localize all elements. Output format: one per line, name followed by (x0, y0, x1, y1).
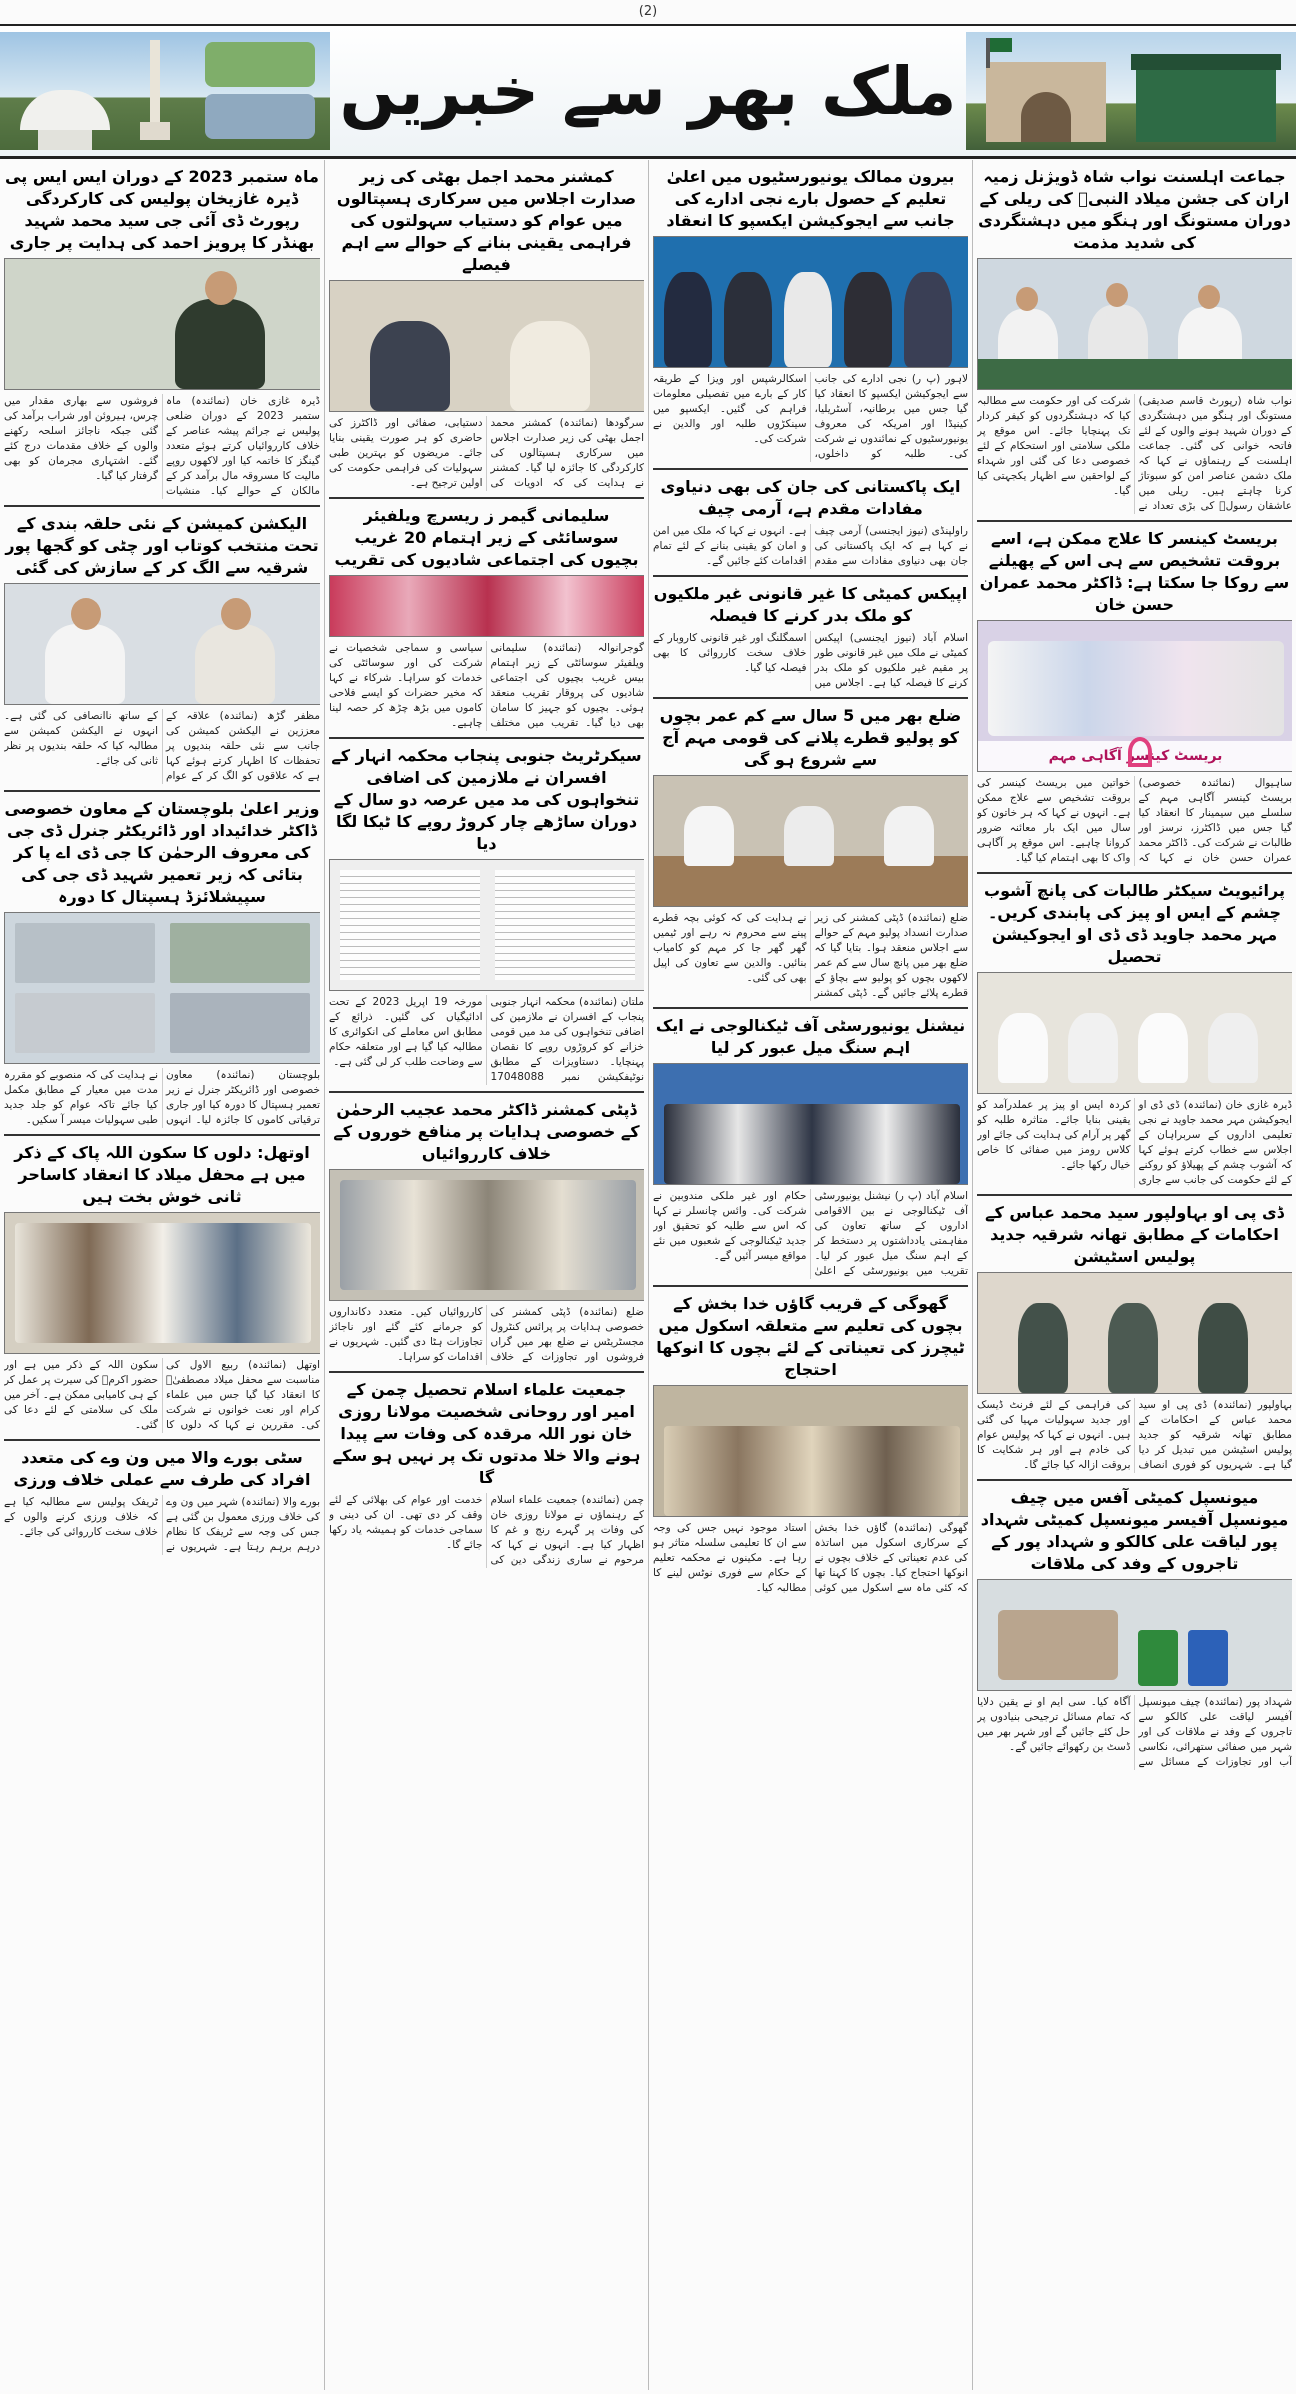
headline: نیشنل یونیورسٹی آف ٹیکنالوجی نے ایک اہم سنگ میل عبور کر لیا (655, 1016, 966, 1057)
article-body: اسلام آباد (نیوز ایجنسی) اپیکس کمیٹی نے ملک میں غیر قانونی طور پر مقیم غیر ملکیوں کو ملک بدر کرنے کا فیصلہ کیا ہے۔ اجلاس میں اسمگلنگ اور غیر قانونی کاروبار کے خلاف سخت کارروائی کا بھی فیصلہ کیا گیا۔ (653, 632, 968, 689)
article-one-way-violation (4, 1441, 320, 1561)
headline: ایک پاکستانی کی جان کی بھی دنیاوی مفادات مقدم ہے، آرمی چیف (660, 477, 961, 518)
headline: ڈپٹی کمشنر ڈاکٹر محمد عجیب الرحمٰن کے خصوصی ہدایات پر منافع خوروں کے خلاف کارروائیاں (333, 1100, 640, 1163)
article-body: ضلع (نمائندہ) ڈپٹی کمشنر کی خصوصی ہدایات پر پرائس کنٹرول مجسٹریٹس نے ضلع بھر میں گراں فروشوں اور تجاوزات کے خلاف کارروائیاں کیں۔ متعدد دکانداروں کو جرمانے کئے گئے اور ناجائز تجاوزات ہٹا دی گئیں۔ شہریوں نے اقدامات کو سراہا۔ (329, 1306, 644, 1363)
article-delimitation (4, 507, 320, 792)
photo-commissioner-meeting (329, 280, 644, 412)
headline: کمشنر محمد اجمل بھٹی کی زیر صدارت اجلاس میں سرکاری ہسپتالوں میں عوام کو دستیاب سہولتوں کی فراہمی یقینی بنانے کے حوالے سے اہم فیصلے (336, 167, 637, 274)
article-eye-flu-sop (977, 874, 1292, 1196)
pink-ribbon-icon (1128, 737, 1152, 767)
headline: بیرون ممالک یونیورسٹیوں میں اعلیٰ تعلیم کے حصول بارے نجی ادارے کی جانب سے ایجوکیشن ایکسپو کا انعقاد (666, 167, 955, 230)
article-milad-gathering (4, 1136, 320, 1441)
article-body: شہداد پور (نمائندہ) چیف میونسپل آفیسر لیاقت علی کالکو سے تاجروں کے وفد نے ملاقات کی اور شہر میں صفائی ستھرائی، نکاسی آب اور تجاوزات کے مسائل سے آگاہ کیا۔ سی ایم او نے یقین دلایا کہ تمام مسائل ترجیحی بنیادوں پر حل کئے جائیں گے اور شہر بھر میں ڈسٹ بن رکھوائے جائیں گے۔ (977, 1696, 1292, 1768)
masthead-banner (0, 24, 1296, 159)
article-body: نواب شاہ (رپورٹ قاسم صدیقی) مستونگ اور ہنگو میں دہشتگردی کے دوران شہید ہونے والوں کے لئے فاتحہ خوانی کی گئی۔ جماعت اہلسنت کے رہنماؤں نے کہا کہ ملک دشمن عناصر امن کو سبوتاژ کرنا چاہتے ہیں۔ ریلی میں عاشقان رسولؐ کی بڑی تعداد نے شرکت کی اور حکومت سے مطالبہ کیا کہ دہشتگردوں کو کیفر کردار تک پہنچایا جائے۔ اس موقع پر ملکی سلامتی اور استحکام کے لئے خصوصی دعا کی گئی اور شہداء کے لواحقین سے اظہار یکجہتی کیا گیا۔ (977, 395, 1292, 512)
photo-police-officers (977, 1272, 1292, 1394)
article-body: سرگودھا (نمائندہ) کمشنر محمد اجمل بھٹی کی زیر صدارت اجلاس میں سرکاری ہسپتالوں کی کارکردگی کا جائزہ لیا گیا۔ کمشنر نے ہدایت کی کہ ادویات کی دستیابی، صفائی اور ڈاکٹرز کی حاضری کو ہر صورت یقینی بنایا جائے۔ مریضوں کو بہترین طبی سہولیات کی فراہمی حکومت کی اولین ترجیح ہے۔ (329, 417, 644, 489)
article-mass-weddings (329, 499, 644, 739)
headline: اوتھل: دلوں کا سکون اللہ پاک کے ذکر میں ہے محفل میلاد کا انعقاد کاساحر ثانی خوش بخت ہیں (14, 1143, 310, 1206)
article-army-chief (653, 470, 968, 577)
headline: جمعیت علماء اسلام تحصیل چمن کے امیر اور روحانی شخصیت مولانا روزی خان نور اللہ مرقدہ کی وفات سے پیدا ہونے والا خلا مدتوں تک پر نہیں ہو سکے گا (332, 1380, 641, 1487)
article-breast-cancer (977, 522, 1292, 874)
article-hospital-visit (4, 792, 320, 1136)
photo-education-meeting (977, 972, 1292, 1094)
article-body: بلوچستان (نمائندہ) معاون خصوصی اور ڈائریکٹر جنرل نے زیر تعمیر ہسپتال کا دورہ کیا اور جاری ترقیاتی کاموں کا جائزہ لیا۔ انہوں نے ہدایت کی کہ منصوبے کو مقررہ مدت میں معیار کے مطابق مکمل کیا جائے تاکہ عوام کو جلد جدید طبی سہولیات میسر آ سکیں۔ (4, 1069, 320, 1126)
article-university-milestone (653, 1009, 968, 1287)
article-irrigation-salaries (329, 739, 644, 1093)
masthead-title: ملک بھر سے خبریں (339, 52, 957, 130)
photo-municipal-office (977, 1579, 1292, 1691)
article-body: ضلع (نمائندہ) ڈپٹی کمشنر کی زیر صدارت انسداد پولیو مہم کے حوالے سے اجلاس منعقد ہوا۔ بتایا گیا کہ ضلع بھر میں پانچ سال سے کم عمر لاکھوں بچوں کو پولیو سے بچاؤ کے قطرے پلائے جائیں گے۔ ڈپٹی کمشنر نے ہدایت کی کہ کوئی بچہ قطرے پینے سے محروم نہ رہے اور ٹیمیں گھر گھر جا کر مہم کو کامیاب بنائیں۔ والدین سے تعاون کی اپیل بھی کی گئی۔ (653, 912, 968, 999)
headline: سیکرٹریٹ جنوبی پنجاب محکمہ انہار کے افسران نے ملازمین کی اضافی تنخواہوں کی مد میں عرصہ دو سال کے دوران ساڑھے چار کروڑ روپے کا ٹیکا لگا دیا (331, 746, 642, 853)
article-body: اسلام آباد (پ ر) نیشنل یونیورسٹی آف ٹیکنالوجی نے بین الاقوامی اداروں کے ساتھ تعاون کی مفاہمتی یادداشتوں پر دستخط کر کے اہم سنگ میل عبور کر لیا۔ تقریب میں یونیورسٹی کے اعلیٰ حکام اور غیر ملکی مندوبین نے شرکت کی۔ وائس چانسلر نے کہا کہ اس سے طلبہ کو تحقیق اور جدید ٹیکنالوجی کے شعبوں میں نئے مواقع میسر آئیں گے۔ (653, 1190, 968, 1277)
article-milad-rally (977, 160, 1292, 522)
photo-police-officer (4, 258, 320, 390)
khyber-gate-and-building-icon (966, 32, 1296, 150)
photo-caption: بریسٹ کینسر آگاہی مہم (978, 741, 1292, 771)
photo-two-men (4, 583, 320, 705)
article-body: گھوگی (نمائندہ) گاؤں خدا بخش کے سرکاری اسکول میں اساتذہ کی عدم تعیناتی کے خلاف بچوں نے انوکھا احتجاج کیا۔ بچوں کا کہنا تھا کہ کئی ماہ سے اسکول میں کوئی استاد موجود نہیں جس کی وجہ سے ان کا تعلیمی سلسلہ متاثر ہو رہا ہے۔ مکینوں نے محکمہ تعلیم کے حکام سے فوری نوٹس لینے کا مطالبہ کیا۔ (653, 1522, 968, 1594)
photo-polio-meeting (653, 775, 968, 907)
article-body: بہاولپور (نمائندہ) ڈی پی او سید محمد عباس کے احکامات کے مطابق تھانہ شرقیہ کو جدید پولیس اسٹیشن میں تبدیل کر دیا گیا ہے۔ شہریوں کو فوری انصاف کی فراہمی کے لئے فرنٹ ڈیسک اور جدید سہولیات مہیا کی گئی ہیں۔ انہوں نے کہا کہ پولیس عوام کی خادم ہے اور ہر شکایت کا بروقت ازالہ کیا جائے گا۔ (977, 1399, 1292, 1471)
news-columns (0, 160, 1296, 2390)
headline: پرائیویٹ سیکٹر طالبات کی پانچ آشوب چشم کے ایس او پیز کی پابندی کریں۔ مہر محمد جاوید ڈی ڈی او ایجوکیشن تحصیل (984, 881, 1285, 966)
article-apex-committee (653, 577, 968, 699)
article-body: بورے والا (نمائندہ) شہر میں ون وے کی خلاف ورزی معمول بن گئی ہے جس کی وجہ سے ٹریفک کا نظام درہم برہم رہتا ہے۔ شہریوں نے ٹریفک پولیس سے مطالبہ کیا ہے کہ خلاف ورزی کرنے والوں کے خلاف سخت کارروائی کی جائے۔ (4, 1496, 320, 1553)
article-body: مظفر گڑھ (نمائندہ) علاقہ کے معززین نے الیکشن کمیشن کی جانب سے نئی حلقہ بندیوں پر تحفظات کا اظہار کرتے ہوئے کہا ہے کہ علاقوں کو الگ کر کے عوام کے ساتھ ناانصافی کی گئی ہے۔ انہوں نے الیکشن کمیشن سے مطالبہ کیا کہ حلقہ بندیوں پر نظر ثانی کی جائے۔ (4, 710, 320, 782)
column-3 (324, 160, 648, 2390)
article-body: لاہور (پ ر) نجی ادارے کی جانب سے ایجوکیشن ایکسپو کا انعقاد کیا گیا جس میں برطانیہ، آسٹریلیا، کینیڈا اور امریکہ کی معروف یونیورسٹیوں کے نمائندوں نے شرکت کی۔ طلبہ کو داخلوں، اسکالرشپس اور ویزا کے طریقہ کار کے بارے میں تفصیلی معلومات فراہم کی گئیں۔ ایکسپو میں سینکڑوں طلبہ اور والدین نے شرکت کی۔ (653, 373, 968, 460)
article-body: اوتھل (نمائندہ) ربیع الاول کی مناسبت سے محفل میلاد مصطفیٰؐ کا انعقاد کیا گیا جس میں علماء کرام اور نعت خوانوں نے شرکت کی۔ مقررین نے کہا کہ دلوں کا سکون اللہ کے ذکر میں ہے اور حضور اکرمؐ کی سیرت پر عمل کر کے ہی کامیابی ممکن ہے۔ آخر میں ملک کی سلامتی کے لئے دعا کی گئی۔ (4, 1359, 320, 1431)
article-children-protest (653, 1287, 968, 1602)
headline: جماعت اہلسنت نواب شاہ ڈویژنل زمیہ اران کی جشن میلاد النبیؐ کی ریلی کے دوران مستونگ اور ہنگو میں دہشتگردی کی شدید مذمت (978, 167, 1291, 252)
headline: ضلع بھر میں 5 سال سے کم عمر بچوں کو پولیو قطرے پلانے کی قومی مہم آج سے شروع ہو گی (659, 706, 962, 769)
headline: اپیکس کمیٹی کا غیر قانونی غیر ملکیوں کو ملک بدر کرنے کا فیصلہ (653, 584, 968, 625)
article-commissioner-hospitals (329, 160, 644, 499)
article-body: چمن (نمائندہ) جمعیت علماء اسلام کے رہنماؤں نے مولانا روزی خان کی وفات پر گہرے رنج و غم کا اظہار کیا ہے۔ انہوں نے کہا کہ مرحوم نے ساری زندگی دین کی خدمت اور عوام کی بھلائی کے لئے وقف کر دی تھی۔ ان کی دینی و سماجی خدمات کو ہمیشہ یاد رکھا جائے گا۔ (329, 1494, 644, 1566)
article-police-station (977, 1196, 1292, 1481)
headline: گھوگی کے قریب گاؤں خدا بخش کے بچوں کی تعلیم سے متعلقہ اسکول میں ٹیچرز کی تعیناتی کے لئے بچوں کا انوکھا احتجاج (656, 1294, 965, 1379)
article-education-expo (653, 160, 968, 470)
photo-rally-speakers (977, 258, 1292, 390)
photo-breast-cancer-seminar (977, 620, 1292, 772)
article-body: ڈیرہ غازی خان (نمائندہ) ڈی ڈی او ایجوکیشن مہر محمد جاوید نے نجی تعلیمی اداروں کے سربراہان کے اجلاس سے خطاب کرتے ہوئے کہا کہ آشوب چشم کے پھیلاؤ کو روکنے کے لئے حکومت کی جانب سے جاری کردہ ایس او پیز پر عملدرآمد کو یقینی بنایا جائے۔ متاثرہ طلبہ کو گھر پر آرام کی ہدایت کی جائے اور کلاس رومز میں صفائی کا خاص خیال رکھا جائے۔ (977, 1099, 1292, 1186)
headline: ماہ ستمبر 2023 کے دوران ایس ایس پی ڈیرہ غازیخان پولیس کی کارکردگی رپورٹ ڈی آئی جی سید محمد شہید بھنڈر کا پرویز احمد کی ہدایت پر جاری (5, 167, 319, 252)
photo-hospital-building (4, 912, 320, 1064)
headline: سٹی بورے والا میں ون وے کی متعدد افراد کی طرف سے عملی خلاف ورزی (13, 1448, 311, 1489)
headline: میونسپل کمیٹی آفس میں چیف میونسپل آفیسر میونسپل کمیٹی شہداد پور لیاقت علی کالکو و شہداد پور کے تاجروں کے وفد کی ملاقات (980, 1488, 1289, 1573)
column-4 (0, 160, 324, 2390)
photo-milad-gathering (4, 1212, 320, 1354)
article-body: گوجرانوالہ (نمائندہ) سلیمانی ویلفیئر سوسائٹی کے زیر اہتمام بیس غریب بچیوں کی اجتماعی شادیوں کی پروقار تقریب منعقد ہوئی۔ بچیوں کو جہیز کا سامان بھی دیا گیا۔ تقریب میں مختلف سیاسی و سماجی شخصیات نے شرکت کی اور سوسائٹی کی خدمات کو سراہا۔ شرکاء نے کہا کہ مخیر حضرات کو ایسے فلاحی کاموں میں بڑھ چڑھ کر حصہ لینا چاہیے۔ (329, 642, 644, 729)
photo-university-mou (653, 1063, 968, 1185)
minar-e-pakistan-and-quaid-mausoleum-icon (0, 32, 330, 150)
article-body: راولپنڈی (نیوز ایجنسی) آرمی چیف نے کہا ہے کہ ایک پاکستانی کی جان بھی دنیاوی مفادات سے مقدم ہے۔ انہوں نے کہا کہ ملک میں امن و امان کو یقینی بنانے کے لئے تمام اقدامات کئے جائیں گے۔ (653, 525, 968, 567)
photo-wedding-ceremony (329, 575, 644, 637)
headline: سلیمانی گیمر ز ریسرچ ویلفیئر سوسائٹی کے زیر اہتمام 20 غریب بچیوں کی اجتماعی شادیوں کی تقریب (334, 506, 639, 569)
headline: بریسٹ کینسر کا علاج ممکن ہے، اسے بروقت تشخیص سے ہی اس کے پھیلنے سے روکا جا سکتا ہے: ڈاکٹر محمد عمران حسن خان (979, 529, 1290, 614)
headline: ڈی پی او بہاولپور سید محمد عباس کے احکامات کے مطابق تھانہ شرقیہ جدید پولیس اسٹیشن (985, 1203, 1284, 1266)
photo-education-expo (653, 236, 968, 368)
article-jui-condolence (329, 1373, 644, 1574)
article-body: ملتان (نمائندہ) محکمہ انہار جنوبی پنجاب کے افسران نے ملازمین کی اضافی تنخواہوں کی مد میں قومی خزانے کو کروڑوں روپے کا نقصان پہنچایا۔ دستاویزات کے مطابق نوٹیفکیشن نمبر 17048088 مورخہ 19 اپریل 2023 کے تحت ادائیگیاں کی گئیں۔ ذرائع کے مطابق اس معاملے کی انکوائری کا مطالبہ کیا گیا ہے اور متعلقہ حکام سے وضاحت طلب کر لی گئی ہے۔ (329, 996, 644, 1083)
article-body: ڈیرہ غازی خان (نمائندہ) ماہ ستمبر 2023 کے دوران ضلعی پولیس نے جرائم پیشہ عناصر کے خلاف کارروائیاں کرتے ہوئے متعدد گینگز کا خاتمہ کیا اور لاکھوں روپے مالیت کا مسروقہ مال برآمد کر کے مالکان کے حوالے کیا۔ منشیات فروشوں سے بھاری مقدار میں چرس، ہیروئن اور شراب برآمد کی گئی جبکہ ناجائز اسلحہ رکھنے والوں کے خلاف مقدمات درج کئے گئے۔ اشتہاری مجرمان کو بھی گرفتار کیا گیا۔ (4, 395, 320, 497)
photo-documents (329, 859, 644, 991)
column-1 (972, 160, 1296, 2390)
page-number: (2) (638, 4, 658, 19)
headline: وزیر اعلیٰ بلوچستان کے معاون خصوصی ڈاکٹر خدائیداد اور ڈائریکٹر جنرل ڈی جی کی معروف الرحمٰن کا جی ڈی اے پا کر بتائی کہ زیر تعمیر شہید ڈی جی کی سپیشلائزڈ ہسپتال کا دورہ (4, 799, 320, 906)
article-police-report (4, 160, 320, 507)
article-polio-campaign (653, 699, 968, 1009)
photo-encroachment-operation (329, 1169, 644, 1301)
article-body: ساہیوال (نمائندہ خصوصی) بریسٹ کینسر آگاہی مہم کے سلسلے میں سیمینار کا انعقاد کیا گیا جس میں ڈاکٹرز، نرسز اور طالبات نے شرکت کی۔ ڈاکٹر محمد عمران حسن خان نے کہا کہ خواتین میں بریسٹ کینسر کی بروقت تشخیص سے علاج ممکن ہے۔ انہوں نے کہا کہ ہر خاتون کو سال میں ایک بار معائنہ ضرور کروانا چاہیے۔ اس موقع پر آگاہی واک کا بھی اہتمام کیا گیا۔ (977, 777, 1292, 864)
article-price-control (329, 1093, 644, 1373)
article-municipal-meeting (977, 1481, 1292, 1776)
photo-children-protest (653, 1385, 968, 1517)
headline: الیکشن کمیشن کے نئی حلقہ بندی کے تحت منتخب کوتاب اور چٹی کو گجھا پور شرقیہ سے الگ کر کے سازش کی گئی (5, 514, 319, 577)
column-2 (648, 160, 972, 2390)
